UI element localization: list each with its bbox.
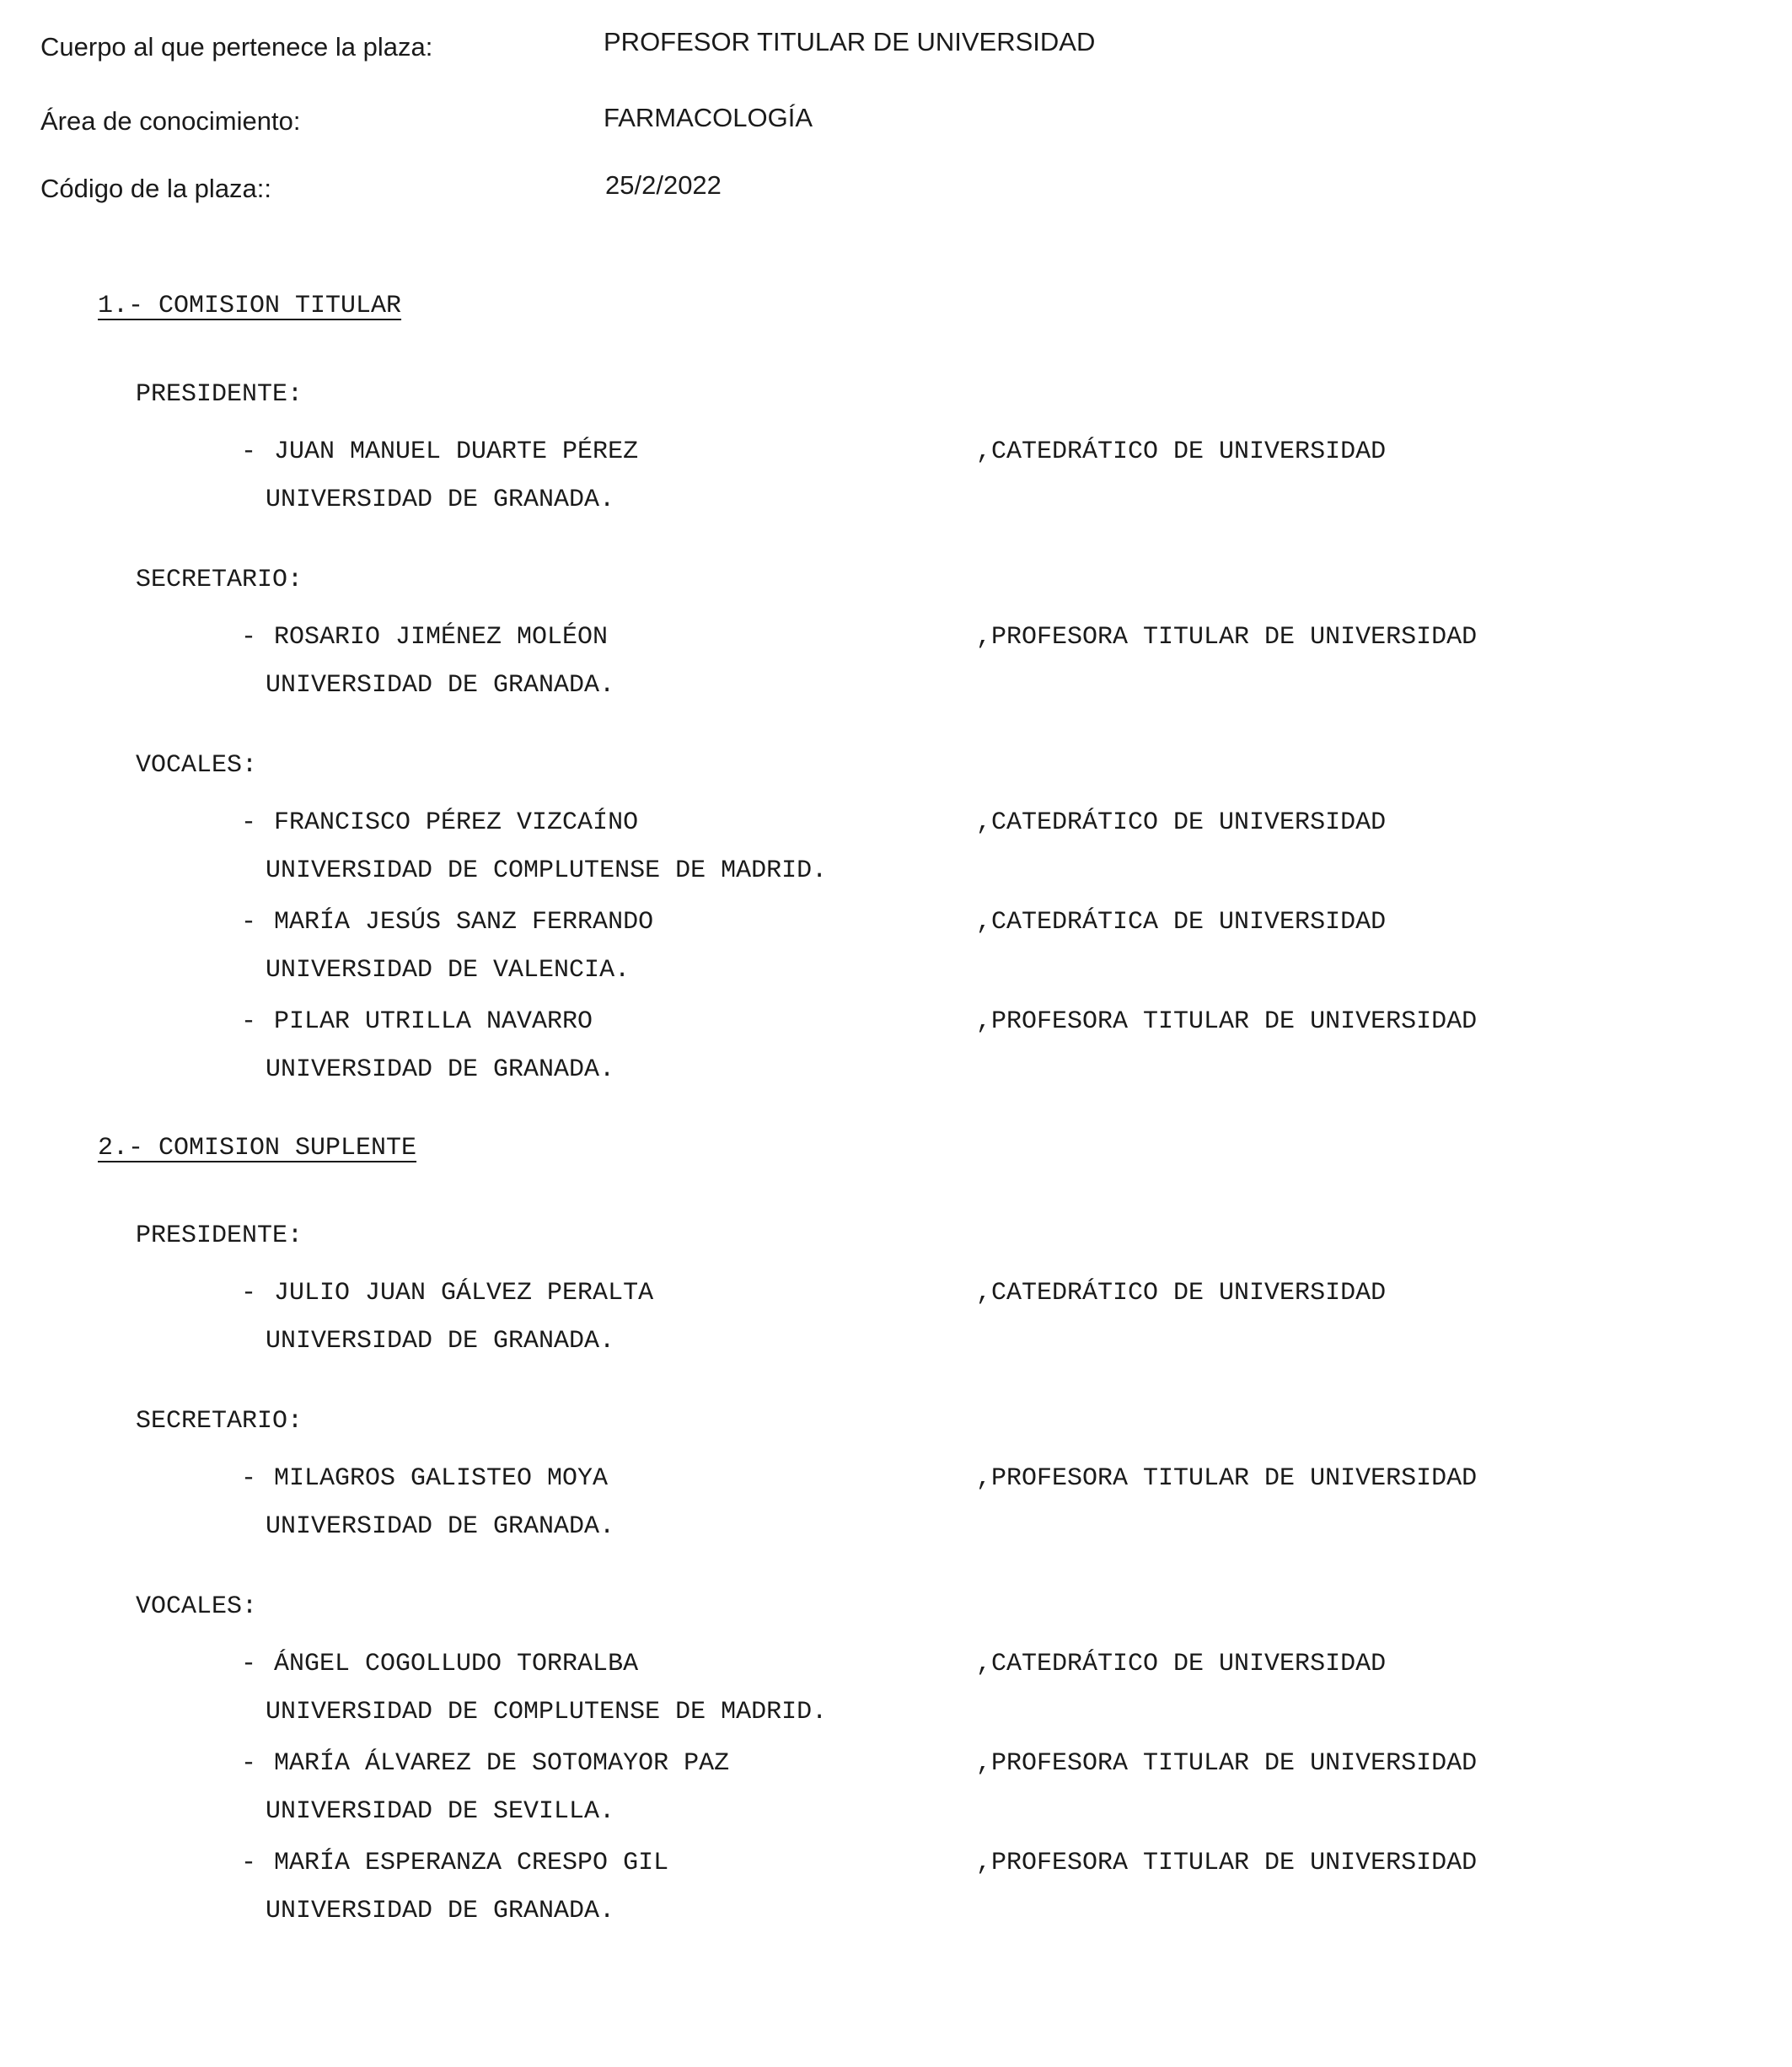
member-name: MARÍA ESPERANZA CRESPO GIL — [274, 1849, 669, 1877]
member-entry — [0, 1003, 1792, 1087]
member-title: ,PROFESORA TITULAR DE UNIVERSIDAD — [976, 1464, 1478, 1493]
member-university: UNIVERSIDAD DE SEVILLA. — [266, 1797, 615, 1826]
role-label-vocales: VOCALES: — [136, 1592, 258, 1621]
role-label-secretario: SECRETARIO: — [136, 1407, 303, 1436]
bullet-dash: - — [241, 1279, 257, 1307]
role-label-presidente: PRESIDENTE: — [136, 1221, 303, 1250]
role-label-presidente: PRESIDENTE: — [136, 380, 303, 409]
member-title: ,CATEDRÁTICO DE UNIVERSIDAD — [976, 808, 1387, 837]
member-name: ROSARIO JIMÉNEZ MOLÉON — [274, 623, 609, 652]
member-name: JULIO JUAN GÁLVEZ PERALTA — [274, 1279, 654, 1307]
member-university: UNIVERSIDAD DE COMPLUTENSE DE MADRID. — [266, 1698, 828, 1726]
member-entry — [0, 1646, 1792, 1730]
member-name: MARÍA ÁLVAREZ DE SOTOMAYOR PAZ — [274, 1749, 730, 1778]
member-entry — [0, 904, 1792, 988]
member-name: JUAN MANUEL DUARTE PÉREZ — [274, 438, 639, 466]
member-title: ,CATEDRÁTICA DE UNIVERSIDAD — [976, 908, 1387, 937]
bullet-dash: - — [241, 808, 257, 837]
cuerpo-label: Cuerpo al que pertenece la plaza: — [40, 32, 433, 62]
codigo-label: Código de la plaza:: — [40, 174, 272, 203]
bullet-dash: - — [241, 1464, 257, 1493]
member-entry — [0, 619, 1792, 703]
header-area-row — [40, 101, 1726, 142]
member-title: ,PROFESORA TITULAR DE UNIVERSIDAD — [976, 1749, 1478, 1778]
bullet-dash: - — [241, 1650, 257, 1678]
cuerpo-value: PROFESOR TITULAR DE UNIVERSIDAD — [604, 27, 1096, 56]
member-name: ÁNGEL COGOLLUDO TORRALBA — [274, 1650, 639, 1678]
member-university: UNIVERSIDAD DE GRANADA. — [266, 671, 615, 700]
member-entry — [0, 1745, 1792, 1829]
bullet-dash: - — [241, 623, 257, 652]
role-label-secretario: SECRETARIO: — [136, 566, 303, 594]
member-title: ,CATEDRÁTICO DE UNIVERSIDAD — [976, 1279, 1387, 1307]
area-label: Área de conocimiento: — [40, 106, 301, 136]
member-university: UNIVERSIDAD DE GRANADA. — [266, 1897, 615, 1925]
bullet-dash: - — [241, 1749, 257, 1778]
member-university: UNIVERSIDAD DE GRANADA. — [266, 486, 615, 514]
member-university: UNIVERSIDAD DE GRANADA. — [266, 1327, 615, 1356]
member-entry — [0, 1275, 1792, 1359]
bullet-dash: - — [241, 1849, 257, 1877]
bullet-dash: - — [241, 438, 257, 466]
member-title: ,CATEDRÁTICO DE UNIVERSIDAD — [976, 438, 1387, 466]
bullet-dash: - — [241, 1007, 257, 1036]
header-cuerpo-row — [40, 27, 1726, 67]
member-university: UNIVERSIDAD DE GRANADA. — [266, 1055, 615, 1084]
section-title-suplente: 2.- COMISION SUPLENTE — [98, 1134, 417, 1162]
member-university: UNIVERSIDAD DE VALENCIA. — [266, 956, 630, 985]
member-title: ,PROFESORA TITULAR DE UNIVERSIDAD — [976, 623, 1478, 652]
member-title: ,CATEDRÁTICO DE UNIVERSIDAD — [976, 1650, 1387, 1678]
area-value: FARMACOLOGÍA — [604, 103, 813, 132]
member-entry — [0, 1844, 1792, 1929]
codigo-value: 25/2/2022 — [605, 170, 722, 200]
section-title-titular: 1.- COMISION TITULAR — [98, 292, 402, 320]
member-university: UNIVERSIDAD DE COMPLUTENSE DE MADRID. — [266, 856, 828, 885]
bullet-dash: - — [241, 908, 257, 937]
header-codigo-row — [40, 169, 1726, 209]
member-name: MILAGROS GALISTEO MOYA — [274, 1464, 609, 1493]
role-label-vocales: VOCALES: — [136, 751, 258, 780]
member-university: UNIVERSIDAD DE GRANADA. — [266, 1512, 615, 1541]
member-name: MARÍA JESÚS SANZ FERRANDO — [274, 908, 654, 937]
member-title: ,PROFESORA TITULAR DE UNIVERSIDAD — [976, 1007, 1478, 1036]
member-entry — [0, 804, 1792, 889]
member-name: FRANCISCO PÉREZ VIZCAÍNO — [274, 808, 639, 837]
member-title: ,PROFESORA TITULAR DE UNIVERSIDAD — [976, 1849, 1478, 1877]
member-name: PILAR UTRILLA NAVARRO — [274, 1007, 593, 1036]
member-entry — [0, 1460, 1792, 1544]
member-entry — [0, 433, 1792, 518]
